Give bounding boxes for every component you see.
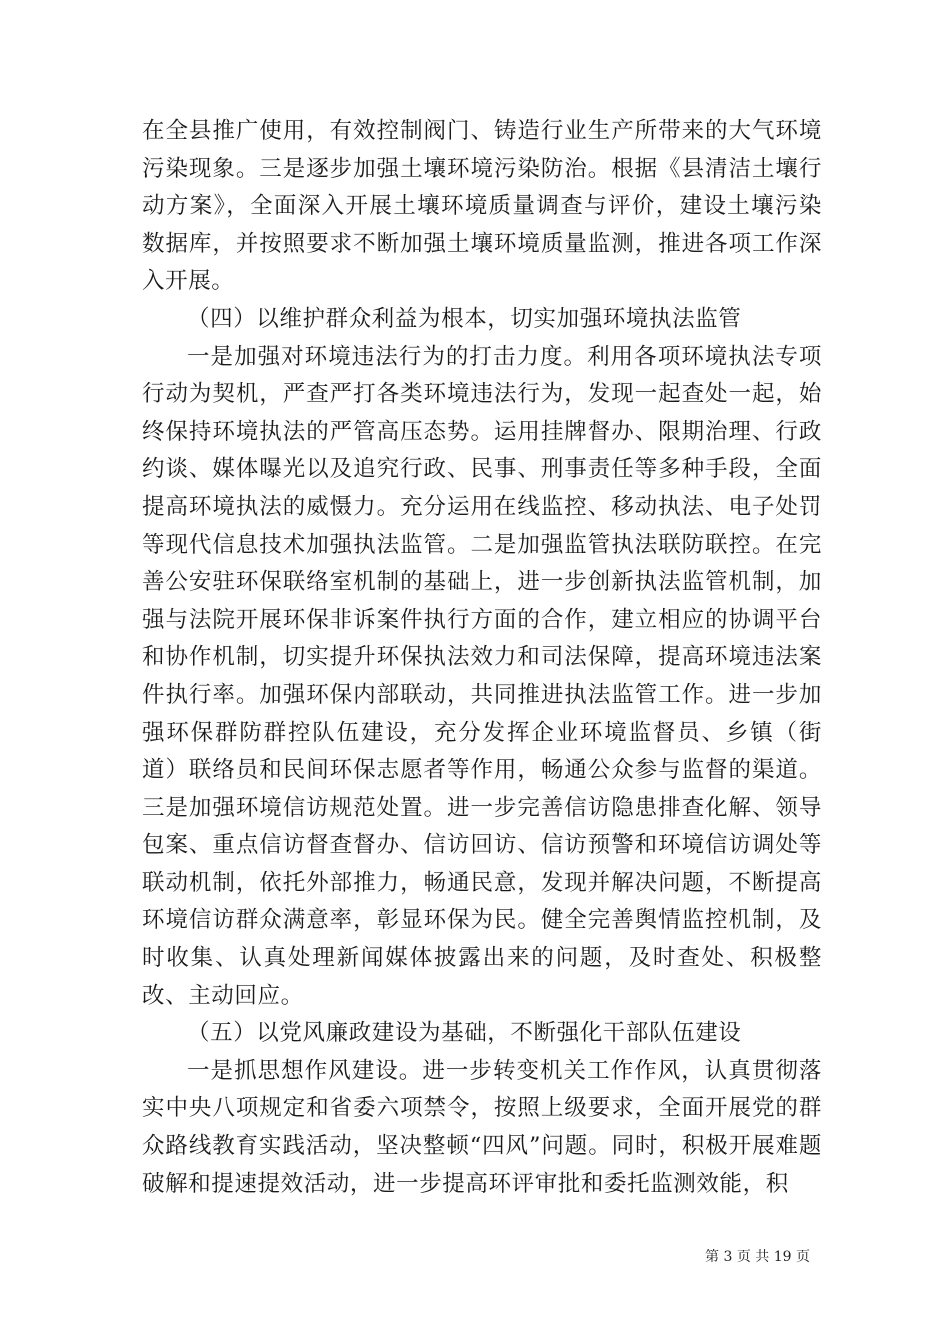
section-heading-5: （五）以党风廉政建设为基础，不断强化干部队伍建设: [187, 1020, 742, 1047]
page-number-footer: 第 3 页 共 19 页: [705, 1249, 810, 1265]
paragraph-work-style: 一是抓思想作风建设。进一步转变机关工作作风，认真贯彻落实中央八项规定和省委六项禁令，按照上级要求，全面开展党的群众路线教育实践活动，坚决整顿“四风”问题。同时，积极开展难题破解和提速提效活动，进一步提高环评审批和委托监测效能，积: [142, 1057, 822, 1197]
paragraph-enforcement: 一是加强对环境违法行为的打击力度。利用各项环境执法专项行动为契机，严查严打各类环境违法行为，发现一起查处一起，始终保持环境执法的严管高压态势。运用挂牌督办、限期治理、行政约谈、媒体曝光以及追究行政、民事、刑事责任等多种手段，全面提高环境执法的威慑力。充分运用在线监控、移动执法、电子处罚等现代信息技术加强执法监管。二是加强监管执法联防联控。在完善公安驻环保联络室机制的基础上，进一步创新执法监管机制，加强与法院开展环保非诉案件执行方面的合作，建立相应的协调平台和协作机制，切实提升环保执法效力和司法保障，提高环境违法案件执行率。加强环保内部联动，共同推进执法监管工作。进一步加强环保群防群控队伍建设，充分发挥企业环境监督员、乡镇（街道）联络员和民间环保志愿者等作用，畅通公众参与监督的渠道。三是加强环境信访规范处置。进一步完善信访隐患排查化解、领导包案、重点信访督查督办、信访回访、信访预警和环境信访调处等联动机制，依托外部推力，畅通民意，发现并解决问题，不断提高环境信访群众满意率，彰显环保为民。健全完善舆情监控机制，及时收集、认真处理新闻媒体披露出来的问题，及时查处、积极整改、主动回应。: [142, 343, 822, 1009]
paragraph-air-soil: 在全县推广使用，有效控制阀门、铸造行业生产所带来的大气环境污染现象。三是逐步加强土壤环境污染防治。根据《县清洁土壤行动方案》，全面深入开展土壤环境质量调查与评价，建设土壤污染数据库，并按照要求不断加强土壤环境质量监测，推进各项工作深入开展。: [142, 118, 822, 295]
document-body: [142, 113, 822, 1203]
section-heading-4: （四）以维护群众利益为根本，切实加强环境执法监管: [187, 305, 742, 332]
